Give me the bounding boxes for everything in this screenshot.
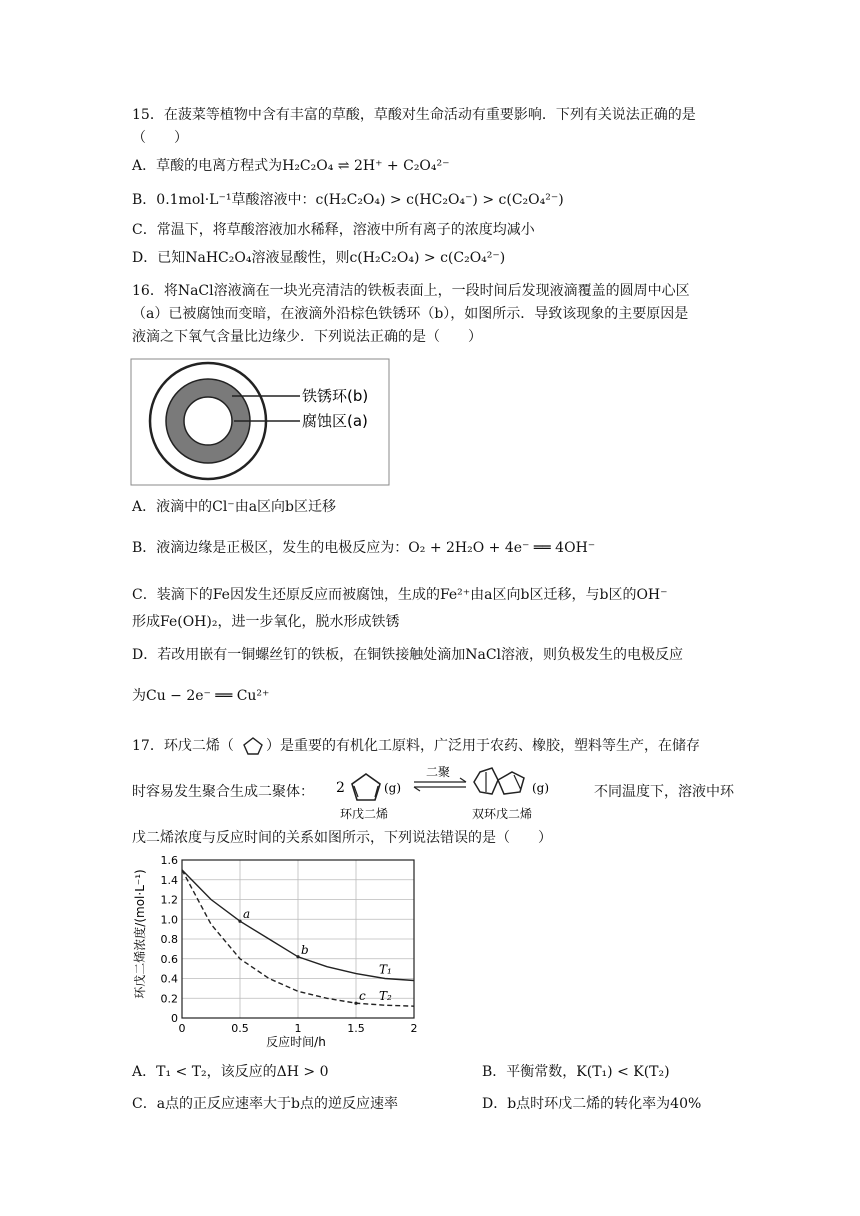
q16-option-d-line2: 为Cu − 2e⁻ ══ Cu²⁺ bbox=[132, 688, 270, 704]
point-c bbox=[354, 1002, 357, 1005]
q16-stem-line1: 16．将NaCl溶液滴在一块光亮清洁的铁板表面上，一段时间后发现液滴覆盖的圆周中心区 bbox=[132, 283, 690, 299]
phase-g-1: (g) bbox=[384, 781, 402, 795]
q17-stem-line1b: ）是重要的有机化工原料，广泛用于农药、橡胶，塑料等生产，在储存 bbox=[266, 738, 700, 754]
q17-option-b: B．平衡常数，K(T₁) < K(T₂) bbox=[482, 1064, 670, 1080]
dimerization-equation bbox=[330, 762, 592, 824]
corrosion-figure bbox=[130, 358, 390, 486]
q17-option-a: A．T₁ < T₂，该反应的ΔH > 0 bbox=[132, 1064, 329, 1080]
dicyclopentadiene-structure bbox=[474, 768, 524, 794]
q16-option-a: A．液滴中的Cl⁻由a区向b区迁移 bbox=[132, 499, 336, 515]
y-tick-label: 1.6 bbox=[160, 854, 178, 867]
q17-stem-line2a: 时容易发生聚合生成二聚体： bbox=[132, 784, 314, 800]
point-b bbox=[296, 955, 299, 958]
q16-option-c-line2: 形成Fe(OH)₂，进一步氧化，脱水形成铁锈 bbox=[132, 614, 400, 630]
q16-stem-line3: 液滴之下氧气含量比边缘少．下列说法正确的是（ ） bbox=[132, 329, 482, 345]
y-axis-label: 环戊二烯浓度/(mol·L⁻¹) bbox=[133, 869, 147, 999]
q17-option-c: C．a点的正反应速率大于b点的逆反应速率 bbox=[132, 1096, 399, 1112]
corrosion-zone-a bbox=[184, 397, 232, 445]
y-tick-label: 1.0 bbox=[160, 913, 178, 927]
x-tick-label: 1 bbox=[294, 1022, 302, 1035]
q17-stem-line1a: 17．环戊二烯（ bbox=[132, 738, 234, 754]
cyclopentadiene-icon bbox=[242, 736, 264, 756]
x-tick-label: 1.5 bbox=[347, 1022, 365, 1035]
label-rust-ring: 铁锈环(b) bbox=[302, 387, 369, 405]
y-tick-label: 0.8 bbox=[160, 933, 178, 946]
name-cyclopentadiene: 环戊二烯 bbox=[340, 807, 389, 821]
point-label-b: b bbox=[301, 942, 309, 957]
series-label-1: T₁ bbox=[379, 962, 392, 977]
y-tick-label: 1.2 bbox=[160, 893, 178, 907]
arrow-label: 二聚 bbox=[426, 765, 451, 779]
point-label-a: a bbox=[243, 907, 251, 922]
point-a bbox=[238, 920, 241, 923]
x-axis-label: 反应时间/h bbox=[266, 1035, 326, 1049]
q17-option-d: D．b点时环戊二烯的转化率为40% bbox=[482, 1096, 702, 1112]
phase-g-2: (g) bbox=[532, 781, 550, 795]
series-label-2: T₂ bbox=[379, 989, 392, 1004]
q17-stem-line2b: 不同温度下，溶液中环 bbox=[594, 784, 734, 800]
name-dicyclopentadiene: 双环戊二烯 bbox=[472, 807, 533, 821]
q16-option-b: B．液滴边缘是正极区，发生的电极反应为：O₂ + 2H₂O + 4e⁻ ══ 4OH⁻ bbox=[132, 540, 596, 556]
q16-stem-line2: （a）已被腐蚀而变暗，在液滴外沿棕色铁锈环（b），如图所示．导致该现象的主要原因是 bbox=[132, 306, 689, 322]
q15-option-a: A．草酸的电离方程式为H₂C₂O₄ ⇌ 2H⁺ + C₂O₄²⁻ bbox=[132, 158, 450, 174]
q15-stem-line1: 15．在菠菜等植物中含有丰富的草酸，草酸对生命活动有重要影响．下列有关说法正确的是 bbox=[132, 107, 696, 123]
q16-option-d-line1: D．若改用嵌有一铜螺丝钉的铁板，在铜铁接触处滴加NaCl溶液，则负极发生的电极反应 bbox=[132, 647, 684, 663]
y-tick-label: 0.2 bbox=[160, 992, 178, 1006]
q15-option-d: D．已知NaHC₂O₄溶液显酸性，则c(H₂C₂O₄) > c(C₂O₄²⁻) bbox=[132, 250, 506, 266]
y-tick-label: 0 bbox=[171, 1012, 178, 1025]
point-label-c: c bbox=[359, 989, 366, 1004]
q15-stem-line2: （ ） bbox=[132, 130, 188, 146]
x-tick-label: 0.5 bbox=[231, 1022, 249, 1035]
coefficient-2: 2 bbox=[336, 780, 345, 796]
y-tick-label: 1.4 bbox=[160, 873, 178, 887]
q15-option-b: B．0.1mol·L⁻¹草酸溶液中：c(H₂C₂O₄) > c(HC₂O₄⁻) > c(C₂O₄²⁻) bbox=[132, 192, 564, 208]
y-tick-label: 0.6 bbox=[160, 952, 178, 966]
x-tick-label: 2 bbox=[410, 1022, 418, 1035]
y-tick-label: 0.4 bbox=[160, 972, 178, 986]
q16-option-c-line1: C．装滴下的Fe因发生还原反应而被腐蚀，生成的Fe²⁺由a区向b区迁移，与b区的OH⁻ bbox=[132, 587, 668, 603]
label-corrosion-zone: 腐蚀区(a) bbox=[302, 412, 368, 430]
q17-stem-line3: 戊二烯浓度与反应时间的关系如图所示，下列说法错误的是（ ） bbox=[132, 830, 552, 846]
q15-option-c: C．常温下，将草酸溶液加水稀释，溶液中所有离子的浓度均减小 bbox=[132, 222, 535, 238]
concentration-time-chart bbox=[130, 852, 430, 1052]
x-tick-label: 0 bbox=[178, 1022, 186, 1035]
